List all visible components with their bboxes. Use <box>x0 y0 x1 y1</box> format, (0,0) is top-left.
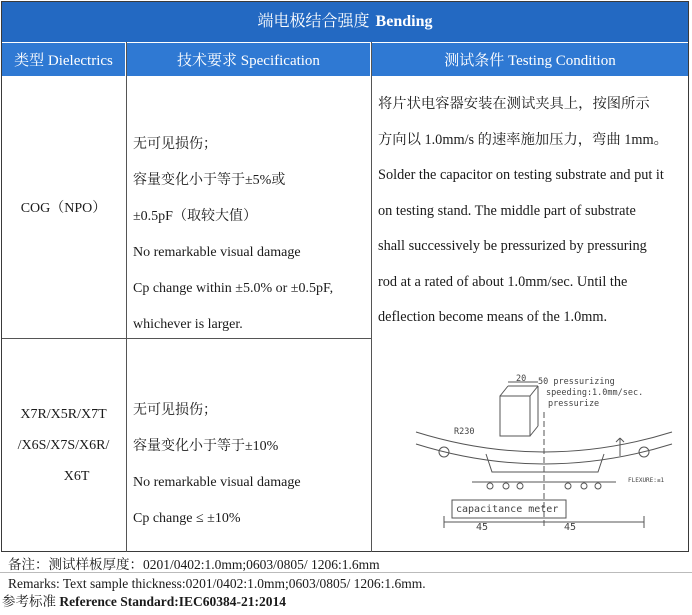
spec-line: Cp change within ±5.0% or ±0.5pF, <box>133 281 334 296</box>
dielectric-line: COG（NPO） <box>20 201 107 216</box>
spec-line: No remarkable visual damage <box>133 475 301 490</box>
label-r230: R230 <box>454 427 475 437</box>
label-speeding: speeding:1.0mm/sec. <box>546 388 644 398</box>
condition-line: on testing stand. The middle part of substrate <box>378 202 636 219</box>
spec-line: 容量变化小于等于±5%或 <box>133 173 286 188</box>
reference-en: Reference Standard:IEC60384-21:2014 <box>59 594 286 609</box>
reference-standard <box>2 593 690 612</box>
spec-line: whichever is larger. <box>133 317 243 332</box>
condition-line: rod at a rated of about 1.0mm/sec. Until the <box>378 273 628 290</box>
spec-x7r <box>133 393 365 537</box>
condition-line: Solder the capacitor on testing substrate and put it <box>378 167 664 183</box>
condition-line: 方向以 1.0mm/s 的速率施加压力，弯曲 1mm。 <box>378 131 668 148</box>
spec-line: Cp change ≤ ±10% <box>133 511 241 526</box>
condition-line: shall successively be pressurized by pressuring <box>378 238 647 254</box>
label-45-right: 45 <box>564 522 577 532</box>
condition-line: deflection become means of the 1.0mm. <box>378 309 608 325</box>
remark-en: Remarks: Text sample thickness:0201/0402:1.0mm;0603/0805/ 1206:1.6mm. <box>8 575 426 591</box>
spec-cog <box>133 127 365 343</box>
testing-condition-text <box>378 87 688 336</box>
dielectric-cog <box>2 76 125 338</box>
condition-line: 将片状电容器安装在测试夹具上，按图所示 <box>378 96 650 112</box>
remark-cn: 备注：测试样板厚度：0201/0402:1.0mm;0603/0805/ 1206:1.6mm <box>8 557 380 572</box>
label-capacitance-meter: capacitance meter <box>456 504 559 515</box>
reference-cn: 参考标准 <box>2 594 56 609</box>
label-pressurizing: 50 pressurizing <box>538 377 615 387</box>
col-divider-2 <box>371 42 372 552</box>
header-specification: 技术要求 Specification <box>127 43 370 76</box>
spec-line: 无可见损伤； <box>133 403 217 418</box>
dielectric-line: X6T <box>63 469 90 484</box>
header-dielectrics: 类型 Dielectrics <box>2 43 125 76</box>
label-20: 20 <box>516 374 527 384</box>
label-45-left: 45 <box>476 522 489 532</box>
spec-line: ±0.5pF（取较大值） <box>133 209 257 224</box>
notes <box>2 556 690 612</box>
label-pressurize: pressurize <box>548 399 600 409</box>
spec-line: 容量变化小于等于±10% <box>133 439 279 454</box>
spec-line: No remarkable visual damage <box>133 245 301 260</box>
dielectric-x7r <box>2 339 125 552</box>
dielectric-line: X7R/X5R/X7T <box>20 407 107 422</box>
title-cn: 端电极结合强度 <box>257 13 370 30</box>
pressurizing-rod <box>500 396 530 436</box>
dielectric-line: /X6S/X7S/X6R/ <box>17 438 110 453</box>
table-title <box>2 2 688 42</box>
header-testing-condition: 测试条件 Testing Condition <box>372 43 688 76</box>
title-en: Bending <box>375 13 433 30</box>
bending-test-diagram <box>412 372 676 532</box>
label-flexure: FLEXURE:≤1 <box>628 477 665 484</box>
spec-line: 无可见损伤； <box>133 137 217 152</box>
col-divider-1 <box>126 42 127 552</box>
